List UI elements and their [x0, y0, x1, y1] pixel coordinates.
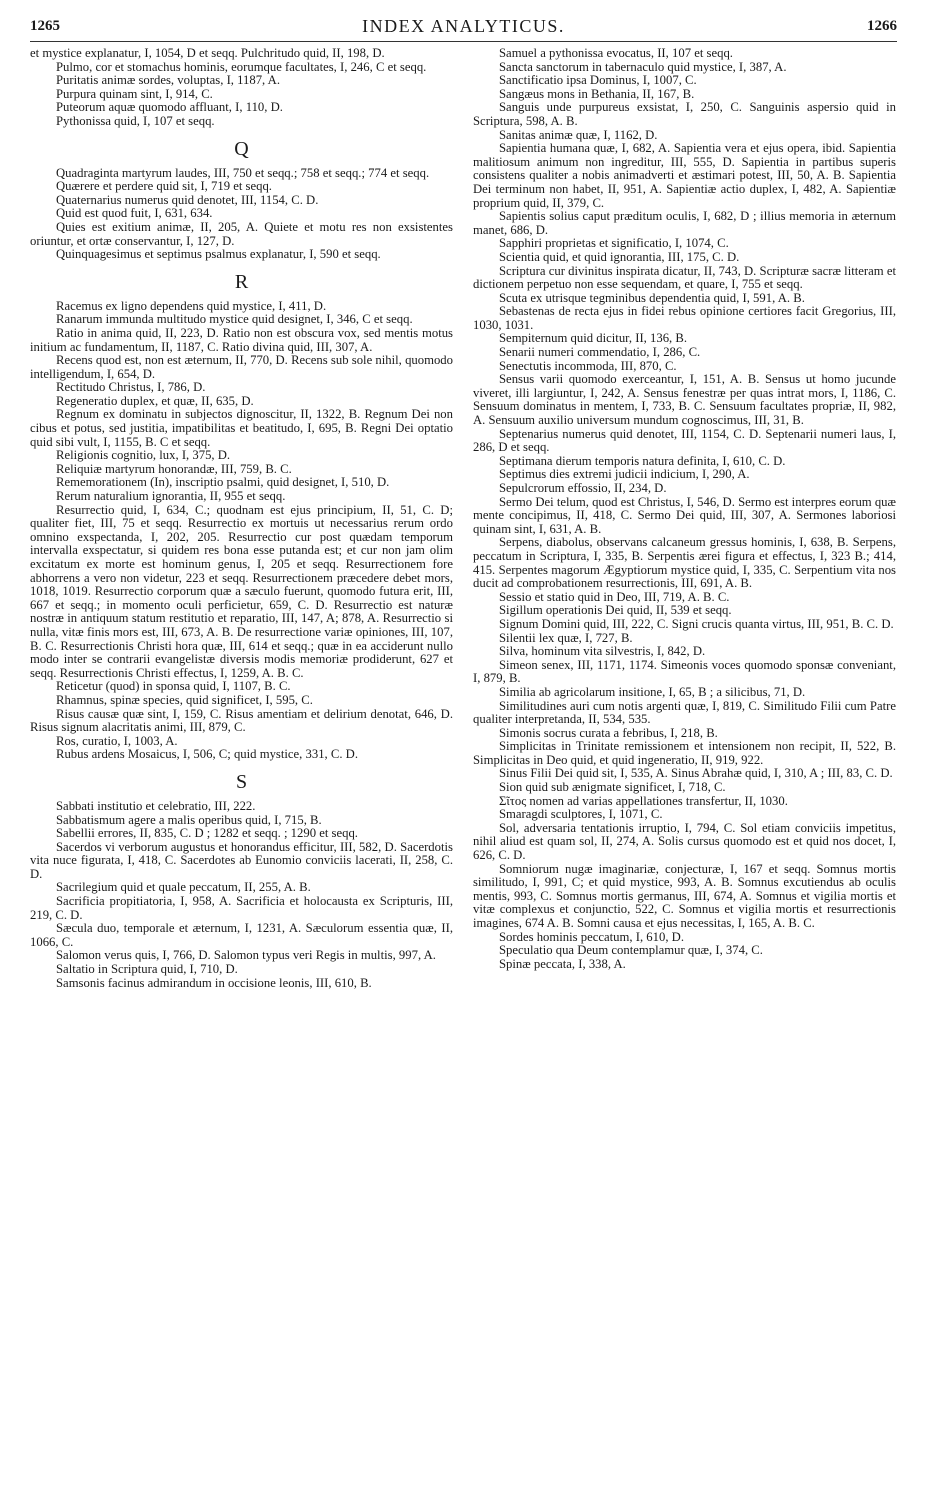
index-entry: Sangæus mons in Bethania, II, 167, B.	[499, 86, 695, 101]
index-entry: Similia ab agricolarum insitione, I, 65, B ; a silicibus, 71, D.	[499, 684, 806, 699]
section-letter: Q	[234, 137, 249, 160]
index-entry: Sacrilegium quid et quale peccatum, II, 255, A. B.	[56, 880, 311, 895]
index-entry: Smaragdi sculptores, I, 1071, C.	[499, 807, 663, 822]
index-entry: Sacrificia propitiatoria, I, 958, A. Sacrificia et holocausta ex Scripturis, III, 219, C. D.	[30, 894, 453, 922]
index-entry: Sancta sanctorum in tabernaculo quid mystice, I, 387, A.	[499, 59, 787, 74]
index-entry: Simonis socrus curata a febribus, I, 218, B.	[499, 725, 718, 740]
index-entry: Quærere et perdere quid sit, I, 719 et seqq.	[56, 179, 272, 194]
index-entry: Sabbati institutio et celebratio, III, 222.	[56, 798, 256, 813]
index-entry: Purpura quinam sint, I, 914, C.	[56, 86, 213, 101]
index-entry: Saltatio in Scriptura quid, I, 710, D.	[56, 962, 238, 977]
index-entry: Septimus dies extremi judicii indicium, I, 290, A.	[499, 467, 750, 482]
index-entry: Senarii numeri commendatio, I, 286, C.	[499, 345, 701, 360]
index-entry: Sanitas animæ quæ, I, 1162, D.	[499, 127, 658, 142]
right-column	[473, 47, 896, 1492]
index-entry: Ratio in anima quid, II, 223, D. Ratio non est obscura vox, sed mentis motus initium ac fundamentum, II, 1187, C. Ratio divina quid, III, 307, A.	[30, 325, 453, 354]
index-entry: Sinus Filii Dei quid sit, I, 535, A. Sinus Abrahæ quid, I, 310, A ; III, 83, C. D.	[499, 766, 893, 781]
index-entry: Rubus ardens Mosaicus, I, 506, C; quid mystice, 331, C. D.	[56, 747, 359, 762]
index-entry: Reliquiæ martyrum honorandæ, III, 759, B. C.	[56, 461, 292, 476]
section-letter: S	[235, 770, 248, 793]
index-entry: Silva, hominum vita silvestris, I, 842, D.	[499, 644, 706, 659]
index-entry: Sermo Dei telum, quod est Christus, I, 546, D. Sermo est interpres eorum quæ mente concipimus, II, 418, C. Sermo Dei quid, III, 307, A. Sermones laboriosi quinam sint, I, 631, A. B.	[473, 494, 896, 536]
page-number-left: 1265	[30, 18, 60, 34]
index-entry: Salomon verus quis, I, 766, D. Salomon typus veri Regis in multis, 997, A.	[56, 948, 436, 963]
index-entry: Sæcula duo, temporale et æternum, I, 1231, A. Sæculorum essentia quæ, II, 1066, C.	[30, 921, 453, 949]
index-entry: Quid est quod fuit, I, 631, 634.	[56, 206, 213, 221]
index-entry: Serpens, diabolus, observans calcaneum gressus hominis, I, 638, B. Serpens, peccatum in Scriptura, I, 335, B. Serpentis ærei figura et effectus, I, 323 B.; 414, 415. Serpentes magorum Ægyptiorum mystice quid, I, 335, C. Serpentium vita nos ducit ad comprobationem resurrectionis, III, 691, A. B.	[473, 535, 896, 591]
index-entry: Quaternarius numerus quid denotet, III, 1154, C. D.	[56, 192, 319, 207]
index-entry: Racemus ex ligno dependens quid mystice, I, 411, D.	[56, 298, 327, 313]
index-entry: Σῖτος nomen ad varias appellationes transfertur, II, 1030.	[499, 793, 788, 808]
index-entry: et mystice explanatur, I, 1054, D et seqq. Pulchritudo quid, II, 198, D.	[30, 47, 385, 60]
index-entry: Reticetur (quod) in sponsa quid, I, 1107, B. C.	[56, 679, 291, 694]
index-entry: Risus causæ quæ sint, I, 159, C. Risus amentiam et delirium denotat, 646, D. Risus signum alacritatis animi, III, 879, C.	[30, 706, 453, 735]
index-entry: Simeon senex, III, 1171, 1174. Simeonis voces quomodo sponsæ conveniant, I, 879, B.	[473, 657, 896, 686]
index-entry: Religionis cognitio, lux, I, 375, D.	[56, 448, 231, 463]
index-entry: Sebastenas de recta ejus in fidei rebus opinione certiores facit Gregorius, III, 1030, 1031.	[473, 304, 896, 332]
index-entry: Septimana dierum temporis natura definita, I, 610, C. D.	[499, 453, 786, 468]
index-entry: Ranarum immunda multitudo mystice quid designet, I, 346, C et seqq.	[56, 312, 413, 327]
index-entry: Pulmo, cor et stomachus hominis, eorumque facultates, I, 246, C et seqq.	[56, 59, 427, 74]
index-entry: Rememorationem (In), inscriptio psalmi, quid designet, I, 510, D.	[56, 475, 390, 490]
index-entry: Samuel a pythonissa evocatus, II, 107 et seqq.	[499, 47, 733, 60]
index-entry: Ros, curatio, I, 1003, A.	[56, 733, 178, 748]
index-entry: Silentii lex quæ, I, 727, B.	[499, 630, 633, 645]
index-entry: Rectitudo Christus, I, 786, D.	[56, 380, 206, 395]
index-entry: Quadraginta martyrum laudes, III, 750 et seqq.; 758 et seqq.; 774 et seqq.	[56, 165, 430, 180]
index-entry: Resurrectio quid, I, 634, C.; quodnam est ejus principium, II, 51, C. D; qualiter fiet, III, 75 et seqq. Resurrectio ex mortuis ut necessarius rerum ordo omnino exspectanda, I, 202, 205. Resurrectio cur post quædam temporum intervalla exspectatur, si quidem res bona esse putanda est; et cur non jam olim excitatum ex morte est hominum genus, I, 205 et seqq. Resurrectionem fore abhorrens a vero non videtur, 223 et seqq. Resurrectionem præcedere debet mors, 1018, 1019. Resurrectio corporum quæ a sæculo fuerunt, quomodo futura erit, III, 667 et seqq.; in momento oculi perficietur, 659, C. D. Resurrectio est naturæ nostræ in antiquum statum restitutio et reparatio, III, 147, A; 878, A. Resurrectio si nulla, vitæ finis mors est, III, 673, A. B. De resurrectione variæ opiniones, III, 107, B. C. Resurrectionis Christi hora quæ, III, 614 et seqq.; quæ in ea acciderunt nullo modo inter se contrarii evangelistæ diversis modis memoriæ prodiderunt, 627 et seqq. Resurrectionis Christi effectus, I, 1259, A. B. C.	[30, 502, 453, 680]
index-entry: Rerum naturalium ignorantia, II, 955 et seqq.	[56, 489, 286, 504]
index-entry: Sapphiri proprietas et significatio, I, 1074, C.	[499, 236, 729, 251]
index-entry: Sabellii errores, II, 835, C. D ; 1282 et seqq. ; 1290 et seqq.	[56, 826, 358, 841]
index-entry: Quinquagesimus et septimus psalmus explanatur, I, 590 et seqq.	[56, 247, 381, 262]
index-entry: Sanctificatio ipsa Dominus, I, 1007, C.	[499, 73, 697, 88]
index-entry: Sacerdos vi verborum augustus et honorandus efficitur, III, 582, D. Sacerdotis vita nuce figurata, I, 418, C. Sacerdotes ab Eunomio conviciis lacerati, II, 258, C. D.	[30, 839, 453, 881]
left-column	[30, 47, 453, 1492]
index-entry: Sessio et statio quid in Deo, III, 719, A. B. C.	[499, 589, 730, 604]
index-entry: Sion quid sub ænigmate significet, I, 718, C.	[499, 780, 726, 795]
index-entry: Samsonis facinus admirandum in occisione leonis, III, 610, B.	[56, 975, 372, 990]
section-letter: R	[234, 270, 249, 293]
index-entry: Scriptura cur divinitus inspirata dicatur, II, 743, D. Scripturæ sacræ litteram et dictionem perpetuo non esse sequendam, et quare, I, 755 et seqq.	[473, 263, 896, 292]
index-entry: Senectutis incommoda, III, 870, C.	[499, 358, 677, 373]
index-entry: Pythonissa quid, I, 107 et seqq.	[56, 113, 215, 128]
index-entry: Sabbatismum agere a malis operibus quid, I, 715, B.	[56, 812, 322, 827]
index-entry: Simplicitas in Trinitate remissionem et intensionem non recipit, II, 522, B. Simplicitas in Deo quid, et quid ingeneratio, II, 919, 922.	[473, 739, 896, 767]
index-entry: Puteorum aquæ quomodo affluant, I, 110, D.	[56, 100, 283, 115]
index-entry: Sempiternum quid dicitur, II, 136, B.	[499, 331, 688, 346]
index-entry: Spinæ peccata, I, 338, A.	[499, 956, 626, 971]
index-entry: Regnum ex dominatu in subjectos dignoscitur, II, 1322, B. Regnum Dei non cibus et potus, sed justitia, impatibilitas et beatitudo, I, 695, B. Regni Dei optatio quid sibi vult, I, 1155, B. C et seqq.	[30, 407, 453, 449]
index-entry: Septenarius numerus quid denotet, III, 1154, C. D. Septenarii numeri laus, I, 286, D et seqq.	[473, 426, 896, 455]
index-entry: Recens quod est, non est æternum, II, 770, D. Recens sub sole nihil, quomodo intelligendum, I, 654, D.	[30, 353, 453, 381]
index-entry: Somniorum nugæ imaginariæ, conjecturæ, I, 167 et seqq. Somnus mortis similitudo, I, 991, C; et quid mystice, 993, A. B. Somnus excutiendus ab oculis mentis, 993, C. Somnus mortis germanus, III, 674, A. Somnus et vigilia mortis et vitæ complexus et conjunctio, 522, C. Somnus et vigilia mortis et resurrectionis imagines, 674 A. B. Somni causa et ejus necessitas, I, 165, A. B. C.	[473, 861, 896, 930]
index-entry: Scuta ex utrisque tegminibus dependentia quid, I, 591, A. B.	[499, 290, 805, 305]
header-rule	[30, 41, 897, 42]
index-entry: Sordes hominis peccatum, I, 610, D.	[499, 929, 684, 944]
index-entry: Signum Domini quid, III, 222, C. Signi crucis quanta virtus, III, 951, B. C. D.	[499, 616, 894, 631]
index-entry: Sensus varii quomodo exerceantur, I, 151, A. B. Sensus ut homo jucunde viveret, illi largiuntur, I, 242, A. Sensus fenestræ per quas intrat mors, I, 1186, C. Sensuum dominatus in mentem, I, 733, B. C. Sensuum facultates propriæ, II, 982, A. Sensuum auxilio universum mundum cognoscimus, III, 31, B.	[473, 372, 896, 428]
index-entry: Sapientia humana quæ, I, 682, A. Sapientia vera et ejus opera, ibid. Sapientia malitiosum animum non ingreditur, III, 555, D. Sapientia in partibus superis consistens qualiter a nobis animadverti et æstimari potest, III, 50, A. B. Sapientia Dei terminum non habet, II, 951, A. Sapientiæ actio duplex, I, 482, A. Sapientiæ proprium quid, II, 379, C.	[473, 141, 896, 210]
index-entry: Scientia quid, et quid ignorantia, III, 175, C. D.	[499, 249, 740, 264]
index-entry: Sepulcrorum effossio, II, 234, D.	[499, 481, 667, 495]
index-entry: Regeneratio duplex, et quæ, II, 635, D.	[56, 393, 254, 408]
index-entry: Similitudines auri cum notis argenti quæ, I, 819, C. Similitudo Filii cum Patre qualiter interpretanda, II, 534, 535.	[473, 698, 896, 727]
index-entry: Quies est exitium animæ, II, 205, A. Quiete et motu res non exsistentes oriuntur, et ortæ conservantur, I, 127, D.	[30, 219, 453, 248]
running-title: INDEX ANALYTICUS.	[362, 16, 565, 36]
index-entry: Puritatis animæ sordes, voluptas, I, 1187, A.	[56, 73, 281, 88]
index-entry: Speculatio qua Deum contemplamur quæ, I, 374, C.	[499, 943, 763, 958]
page-number-right: 1266	[867, 18, 897, 34]
index-entry: Sapientis solius caput præditum oculis, I, 682, D ; illius memoria in æternum manet, 686, D.	[473, 209, 896, 237]
index-entry: Sanguis unde purpureus exsistat, I, 250, C. Sanguinis aspersio quid in Scriptura, 598, A. B.	[473, 100, 896, 128]
running-header	[30, 6, 897, 42]
index-entry: Sigillum operationis Dei quid, II, 539 et seqq.	[499, 603, 732, 618]
index-entry: Rhamnus, spinæ species, quid significet, I, 595, C.	[56, 692, 313, 707]
index-entry: Sol, adversaria tentationis irruptio, I, 794, C. Sol etiam conviciis impetitus, nihil aliud est quam sol, II, 274, A. Solis cursus quomodo est et quid nos docet, I, 626, C. D.	[473, 820, 896, 863]
